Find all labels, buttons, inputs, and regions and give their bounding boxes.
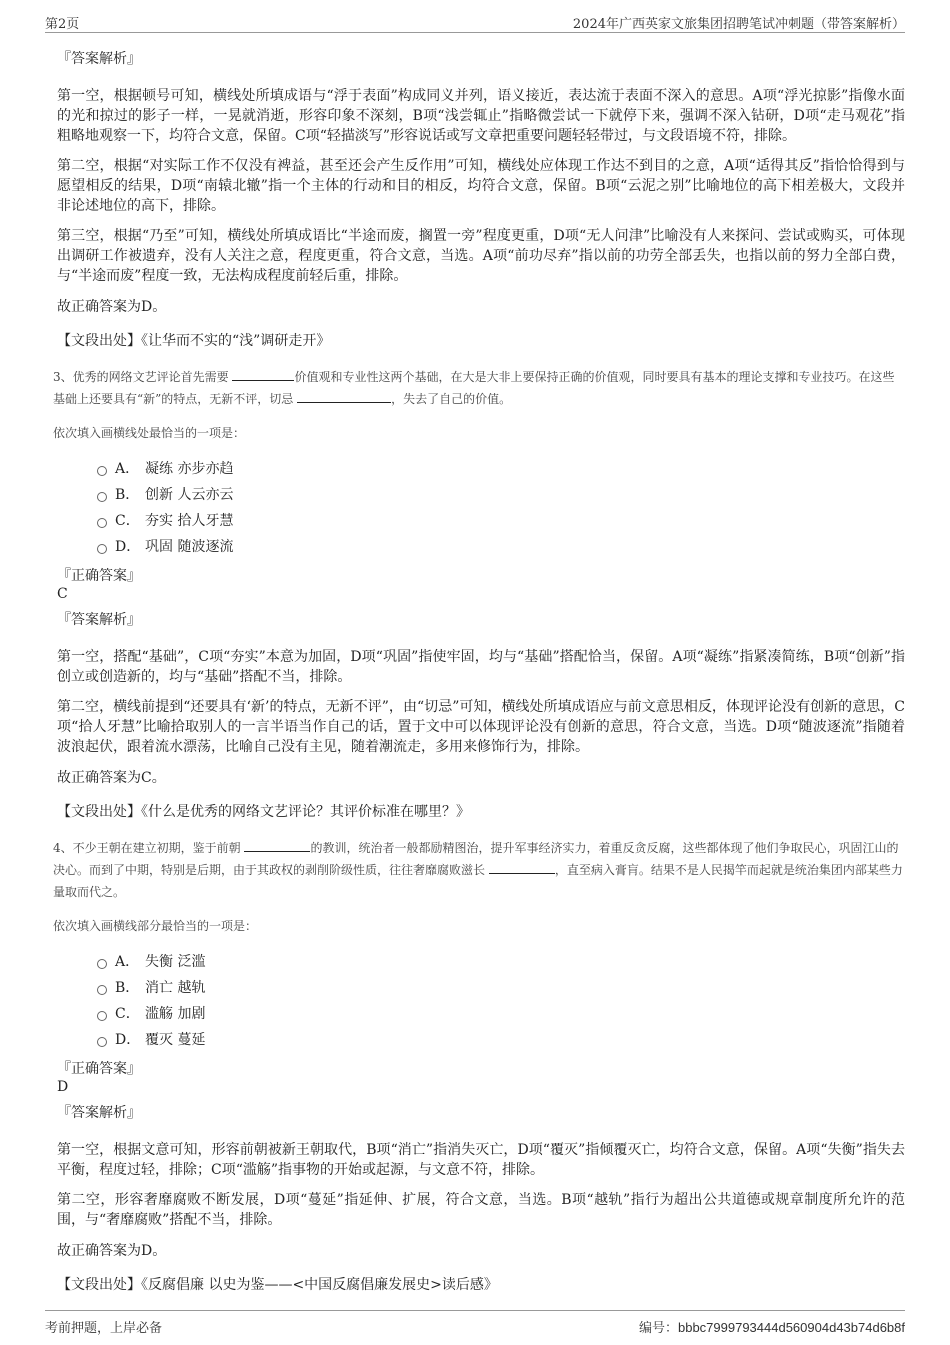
fill-blank [489,859,555,874]
options-list [97,455,905,559]
question-stem-part: 3、优秀的网络文艺评论首先需要 [53,370,229,384]
question-stem [53,366,905,410]
analysis-paragraph: 第一空，根据顿号可知，横线处所填成语与“浮于表面”构成同义并列，语义接近，表达流于表面不深入的意思。A项“浮光掠影”指像水面的光和掠过的影子一样，一晃就消逝，形容印象不深刻，B项“浅尝辄止”指略微尝试一下就停下来，强调不深入钻研，D项“走马观花”指粗略地观察一下，均符合文意，保留。C项“轻描淡写”形容说话或写文章把重要问题轻轻带过，与文段语境不符，排除。 [57,88,905,144]
option-a[interactable]: A． 失衡 泛滥 [97,948,905,974]
analysis-paragraph: 第二空，横线前提到“还要具有‘新’的特点，无新不评”，由“切忌”可知，横线处所填成语应与前文意思相反，体现评论没有创新的意思，C项“拾人牙慧”比喻拾取别人的一言半语当作自己的话，置于文中可以体现评论没有创新的意思，符合文意，当选。D项“随波逐流”指随着波浪起伏，跟着流水漂荡，比喻自己没有主见，随着潮流走，多用来修饰行为，排除。 [57,699,905,755]
analysis-label: 『答案解析』 [57,51,141,67]
option-b[interactable]: B． 消亡 越轨 [97,974,905,1000]
footer-slogan: 考前押题，上岸必备 [45,1321,163,1336]
question-prompt: 依次填入画横线处最恰当的一项是： [53,426,246,440]
document-code [639,1317,905,1336]
analysis-label: 『答案解析』 [57,1105,141,1121]
option-b[interactable]: B． 创新 人云亦云 [97,481,905,507]
question-stem-part: ，直至病入膏肓。结果不是人民揭竿而起就是统治集团内部某些力量取而代之。 [53,863,903,899]
question-stem-part: ，失去了自己的价值。 [391,392,512,406]
analysis-paragraph: 第二空，根据“对实际工作不仅没有裨益，甚至还会产生反作用”可知，横线处应体现工作达不到目的之意，A项“适得其反”指恰恰得到与愿望相反的结果，D项“南辕北辙”指一个主体的行动和目的相反，均符合文意，保留。B项“云泥之别”比喻地位的高下相差极大，文段并非论述地位的高下，排除。 [57,158,905,214]
conclusion: 故正确答案为D。 [57,1243,167,1259]
analysis-paragraph: 第二空，形容奢靡腐败不断发展，D项“蔓延”指延伸、扩展，符合文意，当选。B项“越轨”指行为超出公共道德或规章制度所允许的范围，与“奢靡腐败”搭配不当，排除。 [57,1192,905,1228]
radio-icon[interactable] [97,1037,107,1047]
correct-answer: C [57,586,68,602]
source-citation: 【文段出处】《什么是优秀的网络文艺评论？其评价标准在哪里？》 [57,804,470,820]
question-stem-part: 的教训，统治者一般都励精图治，提升军事经济实力，着重反贪反腐，这些都体现了他们争取民心，巩固江山的决心。而到了中期，特别是后期，由于其政权的剥削阶级性质，往往奢靡腐败滋长 [53,841,899,877]
document-body [53,42,905,1310]
correct-answer-label: 『正确答案』 [57,568,141,584]
radio-icon[interactable] [97,1011,107,1021]
radio-icon[interactable] [97,518,107,528]
analysis-paragraph: 第一空，搭配“基础”，C项“夯实”本意为加固，D项“巩固”指使牢固，均与“基础”搭配恰当，保留。A项“凝练”指紧凑简练，B项“创新”指创立或创造新的，均与“基础”搭配不当，排除。 [57,649,905,685]
code-label: 编号： [638,1321,678,1336]
option-a[interactable]: A． 凝练 亦步亦趋 [97,455,905,481]
page-number: 第2页 [45,17,80,32]
option-c[interactable]: C． 夯实 拾人牙慧 [97,507,905,533]
analysis-paragraph: 第三空，根据“乃至”可知，横线处所填成语比“半途而废，搁置一旁”程度更重，D项“无人问津”比喻没有人来探问、尝试或购买，可体现出调研工作被遗弃，没有人关注之意，程度更重，符合文意，当选。A项“前功尽弃”指以前的功劳全部丢失，也指以前的努力全部白费，与“半途而废”程度一致，无法构成程度前轻后重，排除。 [57,228,905,284]
fill-blank [297,388,391,403]
page-footer [45,1310,905,1336]
analysis-label: 『答案解析』 [57,612,141,628]
correct-answer: D [57,1079,69,1095]
option-c[interactable]: C． 滥觞 加剧 [97,1000,905,1026]
source-citation: 【文段出处】《反腐倡廉 以史为鉴——<中国反腐倡廉发展史>读后感》 [57,1277,498,1293]
analysis-paragraph: 第一空，根据文意可知，形容前朝被新王朝取代，B项“消亡”指消失灭亡，D项“覆灭”指倾覆灭亡，均符合文意，保留。A项“失衡”指失去平衡，程度过轻，排除；C项“滥觞”指事物的开始或起源，与文意不符，排除。 [57,1142,905,1178]
correct-answer-label: 『正确答案』 [57,1061,141,1077]
conclusion: 故正确答案为C。 [57,770,166,786]
question-stem [53,837,905,903]
page-header [45,10,905,33]
code-value: bbbc7999793444d560904d43b74d6b8f [677,1320,905,1335]
options-list [97,948,905,1052]
question-prompt: 依次填入画横线部分最恰当的一项是： [53,919,258,933]
radio-icon[interactable] [97,544,107,554]
source-citation: 【文段出处】《让华而不实的“浅”调研走开》 [57,333,331,349]
option-d[interactable]: D． 巩固 随波逐流 [97,533,905,559]
option-d[interactable]: D． 覆灭 蔓延 [97,1026,905,1052]
question-stem-part: 4、不少王朝在建立初期，鉴于前朝 [53,841,241,855]
radio-icon[interactable] [97,959,107,969]
document-title: 2024年广西英家文旅集团招聘笔试冲刺题（带答案解析） [572,17,905,32]
radio-icon[interactable] [97,985,107,995]
fill-blank [244,837,310,852]
fill-blank [232,366,294,381]
conclusion: 故正确答案为D。 [57,299,167,315]
radio-icon[interactable] [97,492,107,502]
radio-icon[interactable] [97,466,107,476]
question-stem-part: 价值观和专业性这两个基础，在大是大非上要保持正确的价值观，同时要具有基本的理论支撑和专业技巧。在这些基础上还要具有“新”的特点，无新不评，切忌 [53,370,895,406]
